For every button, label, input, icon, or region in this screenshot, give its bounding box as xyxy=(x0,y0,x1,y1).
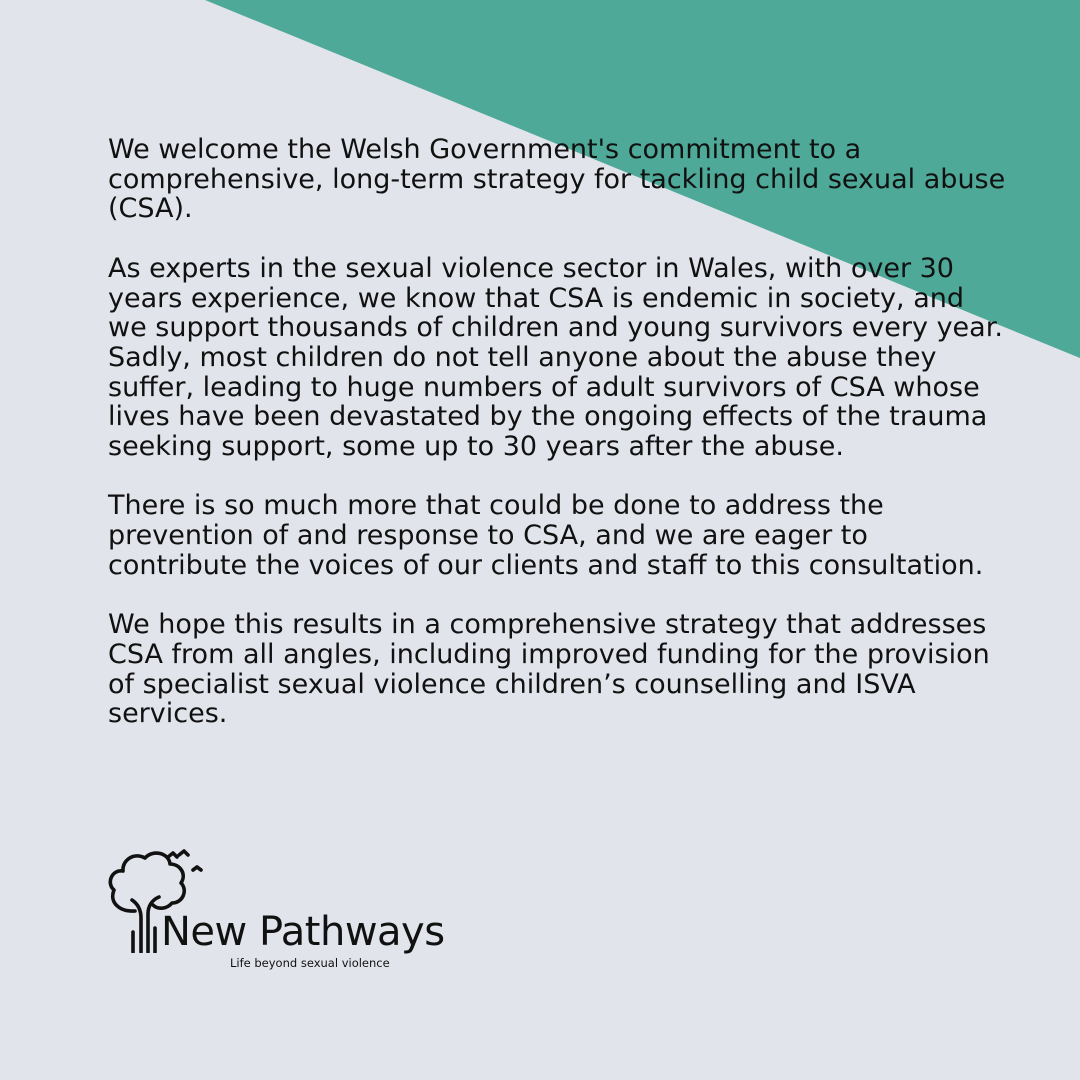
statement-paragraph-2: As experts in the sexual violence sector in Wales, with over 30 years experience, we know that CSA is endemic in society, and we support thousands of children and young survivors every year. Sadly, most children do not tell anyone about the abuse they suffer, leading to huge numbers of adult survivors of CSA whose lives have been devastated by the ongoing effects of the trauma seeking support, some up to 30 years after the abuse. xyxy=(108,252,1003,463)
statement-text xyxy=(108,135,1008,759)
new-pathways-logo xyxy=(105,848,485,978)
statement-paragraph-3: There is so much more that could be done to address the prevention of and response to CSA, and we are eager to contribute the voices of our clients and staff to this consultation. xyxy=(108,490,984,581)
statement-paragraph-1: We welcome the Welsh Government's commitment to a comprehensive, long-term strategy for tackling child sexual abuse (CSA). xyxy=(108,134,1006,225)
logo-wordmark: New Pathways xyxy=(161,909,445,955)
statement-paragraph-4: We hope this results in a comprehensive strategy that addresses CSA from all angles, including improved funding for the provision of specialist sexual violence children’s counselling and ISVA services. xyxy=(108,609,990,730)
logo-tagline: Life beyond sexual violence xyxy=(230,956,390,970)
